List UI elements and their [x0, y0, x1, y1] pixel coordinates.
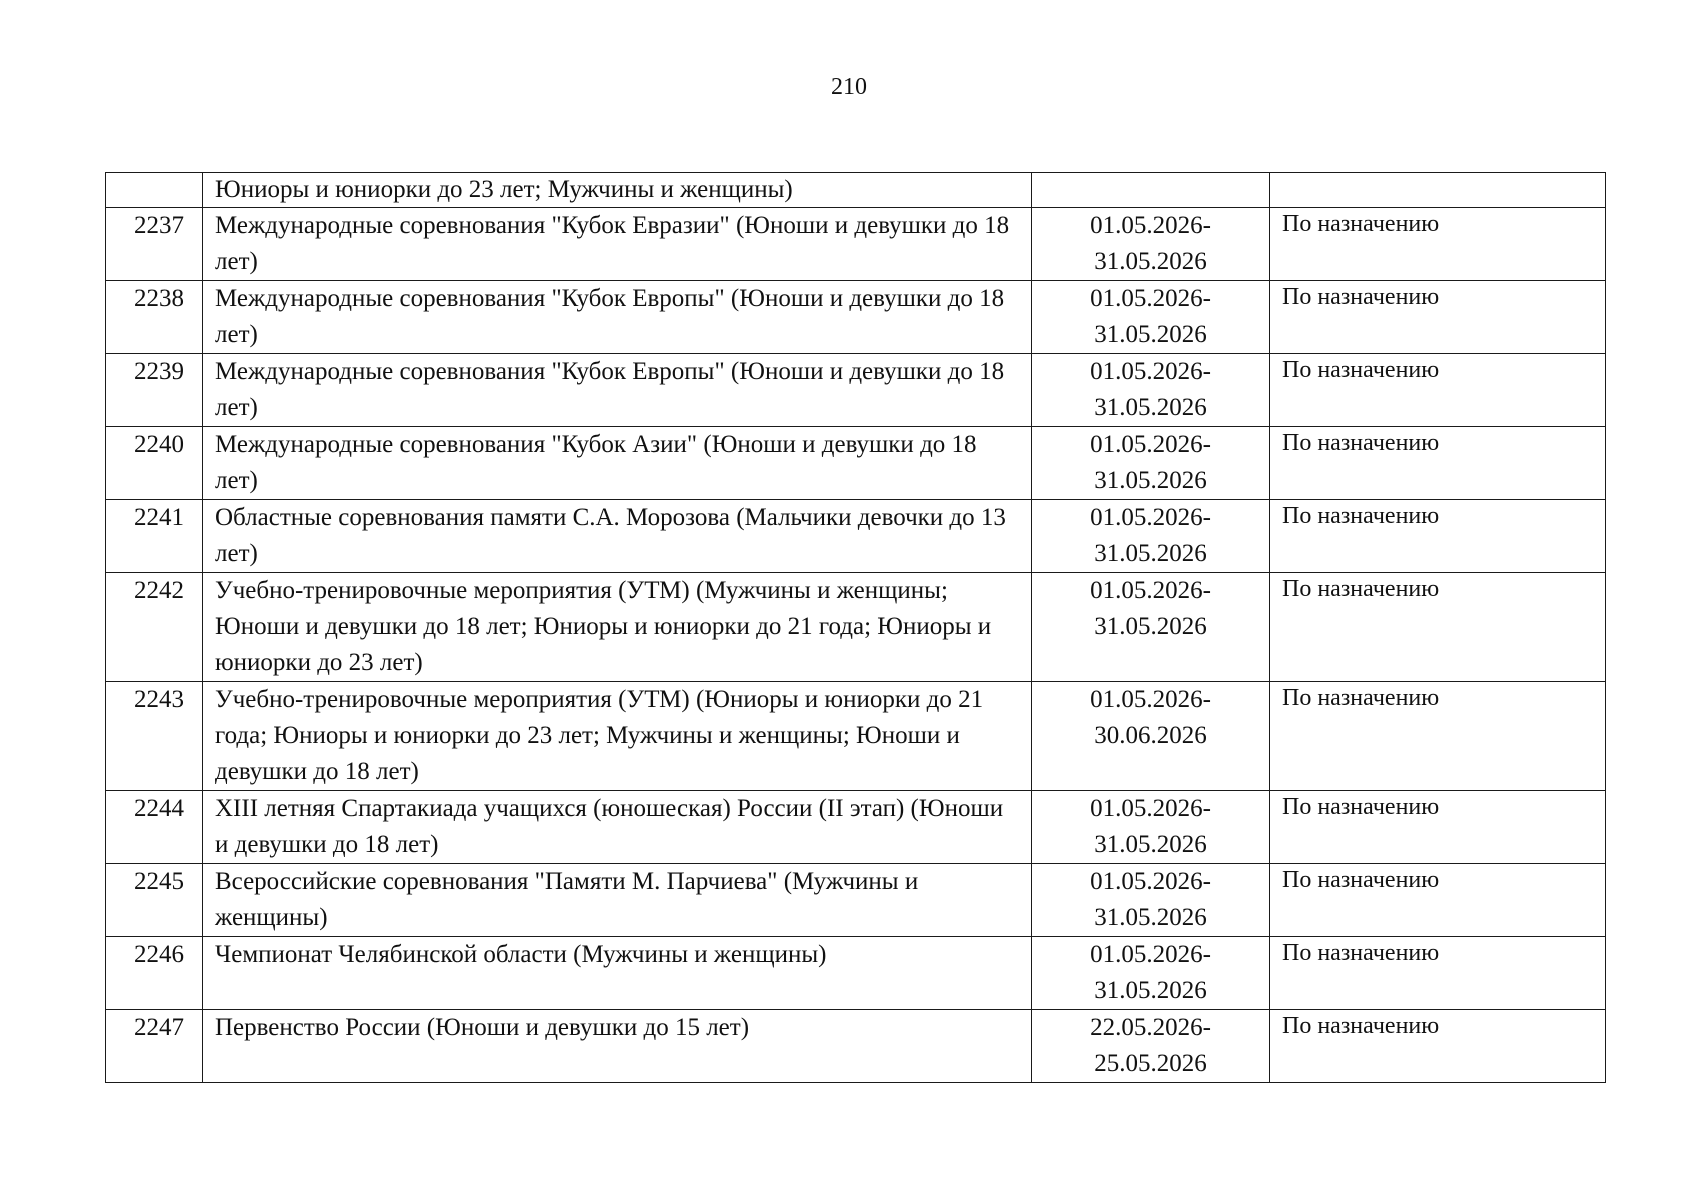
- event-place: По назначению: [1270, 573, 1606, 682]
- event-date-start: 01.05.2026-: [1090, 795, 1211, 822]
- event-place: По назначению: [1270, 682, 1606, 791]
- event-number: 2240: [106, 427, 203, 500]
- event-date-start: 01.05.2026-: [1090, 868, 1211, 895]
- event-dates: [1032, 500, 1270, 573]
- event-date-start: 01.05.2026-: [1090, 431, 1211, 458]
- event-date-start: 01.05.2026-: [1090, 686, 1211, 713]
- table-row: [106, 281, 1606, 354]
- event-name: XIII летняя Спартакиада учащихся (юношеская) России (II этап) (Юноши и девушки до 18 лет): [203, 791, 1032, 864]
- page-number: 210: [831, 74, 867, 100]
- event-dates: [1032, 173, 1270, 208]
- event-date-end: 31.05.2026: [1094, 248, 1207, 275]
- event-date-start: 01.05.2026-: [1090, 358, 1211, 385]
- event-number: 2241: [106, 500, 203, 573]
- event-date-end: 31.05.2026: [1094, 904, 1207, 931]
- event-place: По назначению: [1270, 354, 1606, 427]
- event-date-end: 25.05.2026: [1094, 1050, 1207, 1077]
- event-name: Учебно-тренировочные мероприятия (УТМ) (Юниоры и юниорки до 21 года; Юниоры и юниорки до 23 лет; Мужчины и женщины; Юноши и девушки до 18 лет): [203, 682, 1032, 791]
- event-name: Международные соревнования "Кубок Евразии" (Юноши и девушки до 18 лет): [203, 208, 1032, 281]
- event-date-start: 01.05.2026-: [1090, 504, 1211, 531]
- table-row: [106, 354, 1606, 427]
- table-row: [106, 864, 1606, 937]
- event-number: 2237: [106, 208, 203, 281]
- event-name: Чемпионат Челябинской области (Мужчины и женщины): [203, 937, 1032, 1010]
- table-row: [106, 500, 1606, 573]
- event-dates: [1032, 937, 1270, 1010]
- event-name: Областные соревнования памяти С.А. Морозова (Мальчики девочки до 13 лет): [203, 500, 1032, 573]
- event-number: 2247: [106, 1010, 203, 1083]
- event-place: По назначению: [1270, 1010, 1606, 1083]
- event-number: 2242: [106, 573, 203, 682]
- event-date-end: 31.05.2026: [1094, 831, 1207, 858]
- table-row-continuation: [106, 173, 1606, 208]
- event-name: Учебно-тренировочные мероприятия (УТМ) (Мужчины и женщины; Юноши и девушки до 18 лет; Юниоры и юниорки до 21 года; Юниоры и юниорки до 23 лет): [203, 573, 1032, 682]
- event-dates: [1032, 682, 1270, 791]
- event-place: По назначению: [1270, 500, 1606, 573]
- event-number: 2246: [106, 937, 203, 1010]
- event-number: [106, 173, 203, 208]
- event-name: Международные соревнования "Кубок Европы" (Юноши и девушки до 18 лет): [203, 354, 1032, 427]
- event-name: Международные соревнования "Кубок Азии" (Юноши и девушки до 18 лет): [203, 427, 1032, 500]
- event-name: Всероссийские соревнования "Памяти М. Парчиева" (Мужчины и женщины): [203, 864, 1032, 937]
- event-place: По назначению: [1270, 208, 1606, 281]
- event-place: По назначению: [1270, 427, 1606, 500]
- event-name: Международные соревнования "Кубок Европы" (Юноши и девушки до 18 лет): [203, 281, 1032, 354]
- event-dates: [1032, 208, 1270, 281]
- event-date-end: 31.05.2026: [1094, 394, 1207, 421]
- table-row: [106, 682, 1606, 791]
- event-date-end: 31.05.2026: [1094, 540, 1207, 567]
- events-table: [105, 172, 1606, 1083]
- event-number: 2245: [106, 864, 203, 937]
- table-row: [106, 573, 1606, 682]
- event-dates: [1032, 791, 1270, 864]
- event-place: По назначению: [1270, 937, 1606, 1010]
- table-row: [106, 427, 1606, 500]
- event-place: [1270, 173, 1606, 208]
- event-date-start: 01.05.2026-: [1090, 941, 1211, 968]
- event-number: 2239: [106, 354, 203, 427]
- event-dates: [1032, 354, 1270, 427]
- event-dates: [1032, 1010, 1270, 1083]
- table-row: [106, 791, 1606, 864]
- table-row: [106, 1010, 1606, 1083]
- event-date-start: 01.05.2026-: [1090, 212, 1211, 239]
- event-name: Юниоры и юниорки до 23 лет; Мужчины и женщины): [203, 173, 1032, 208]
- event-dates: [1032, 427, 1270, 500]
- event-number: 2243: [106, 682, 203, 791]
- event-name: Первенство России (Юноши и девушки до 15 лет): [203, 1010, 1032, 1083]
- event-date-end: 31.05.2026: [1094, 613, 1207, 640]
- event-date-start: 22.05.2026-: [1090, 1014, 1211, 1041]
- events-table-body: [106, 173, 1606, 1083]
- event-date-start: 01.05.2026-: [1090, 577, 1211, 604]
- event-date-start: 01.05.2026-: [1090, 285, 1211, 312]
- event-date-end: 31.05.2026: [1094, 977, 1207, 1004]
- table-row: [106, 208, 1606, 281]
- event-date-end: 31.05.2026: [1094, 321, 1207, 348]
- event-place: По назначению: [1270, 281, 1606, 354]
- table-row: [106, 937, 1606, 1010]
- event-dates: [1032, 573, 1270, 682]
- event-dates: [1032, 281, 1270, 354]
- event-dates: [1032, 864, 1270, 937]
- event-place: По назначению: [1270, 791, 1606, 864]
- event-number: 2244: [106, 791, 203, 864]
- event-date-end: 30.06.2026: [1094, 722, 1207, 749]
- event-place: По назначению: [1270, 864, 1606, 937]
- event-number: 2238: [106, 281, 203, 354]
- event-date-end: 31.05.2026: [1094, 467, 1207, 494]
